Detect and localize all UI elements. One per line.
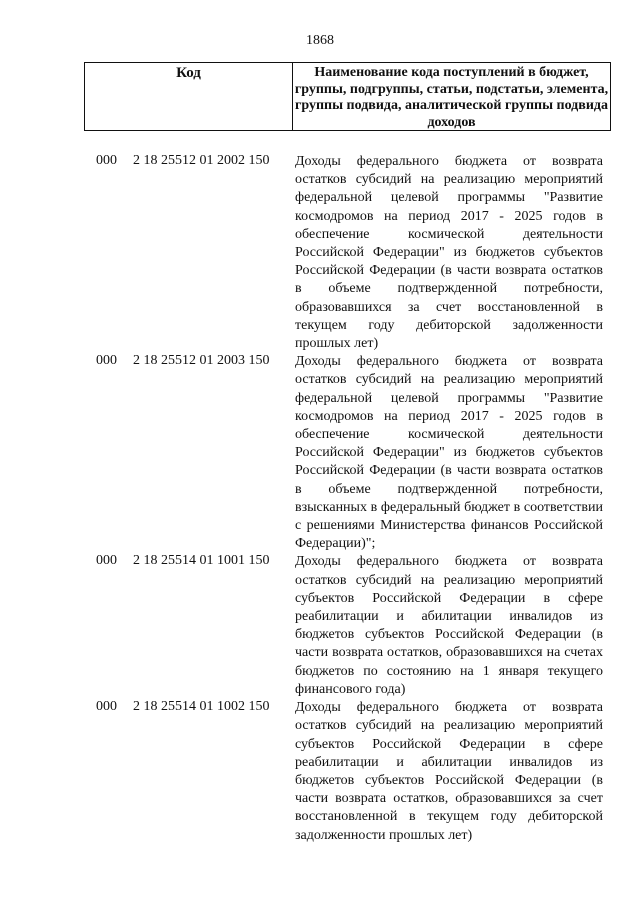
- table-row: [0, 353, 640, 553]
- revenue-description: Доходы федерального бюджета от возврата остатков субсидий на реализацию мероприятий субъектов Российской Федерации в сфере реабилитации и абилитации инвалидов из бюджетов субъектов Российской Федерации (в части возврата остатков, образовавшихся на счетах бюджетов по состоянию на 1 января текущего финансового года): [295, 554, 603, 697]
- admin-code: 000: [96, 353, 117, 369]
- revenue-code: 2 18 25514 01 1002 150: [133, 699, 270, 715]
- column-header-name: Наименование кода поступлений в бюджет, группы, подгруппы, статьи, подстатьи, элемента, группы подвида, аналитической группы подвида доходов: [294, 65, 609, 130]
- revenue-description: Доходы федерального бюджета от возврата остатков субсидий на реализацию мероприятий субъектов Российской Федерации в сфере реабилитации и абилитации инвалидов из бюджетов субъектов Российской Федерации (в части возврата остатков, образовавшихся за счет восстановленной в текущем году дебиторской задолженности прошлых лет): [295, 700, 603, 843]
- admin-code: 000: [96, 699, 117, 715]
- revenue-description: Доходы федерального бюджета от возврата остатков субсидий на реализацию мероприятий федеральной целевой программы "Развитие космодромов на период 2017 - 2025 годов в обеспечение космической деятельности Российской Федерации" из бюджетов субъектов Российской Федерации (в части возврата остатков в объеме подтвержденной потребности, образовавшихся за счет восстановленной в текущем году дебиторской задолженности прошлых лет): [295, 154, 603, 352]
- table-body: [0, 153, 640, 845]
- page-number: 1868: [306, 33, 334, 48]
- revenue-code: 2 18 25512 01 2002 150: [133, 153, 270, 168]
- table-row: [0, 153, 640, 353]
- column-header-code: Код: [85, 63, 293, 130]
- revenue-code: 2 18 25514 01 1001 150: [133, 553, 270, 569]
- table-row: [0, 553, 640, 699]
- revenue-description: Доходы федерального бюджета от возврата остатков субсидий на реализацию мероприятий федеральной целевой программы "Развитие космодромов на период 2017 - 2025 годов в обеспечение космической деятельности Российской Федерации" из бюджетов субъектов Российской Федерации (в части возврата остатков в объеме подтвержденной потребности, взысканных в федеральный бюджет в соответствии с решениями Министерства финансов Российской Федерации)";: [295, 354, 603, 552]
- table-row: [0, 699, 640, 845]
- table-header: [84, 62, 611, 131]
- revenue-code: 2 18 25512 01 2003 150: [133, 353, 270, 369]
- admin-code: 000: [96, 153, 117, 168]
- admin-code: 000: [96, 553, 117, 569]
